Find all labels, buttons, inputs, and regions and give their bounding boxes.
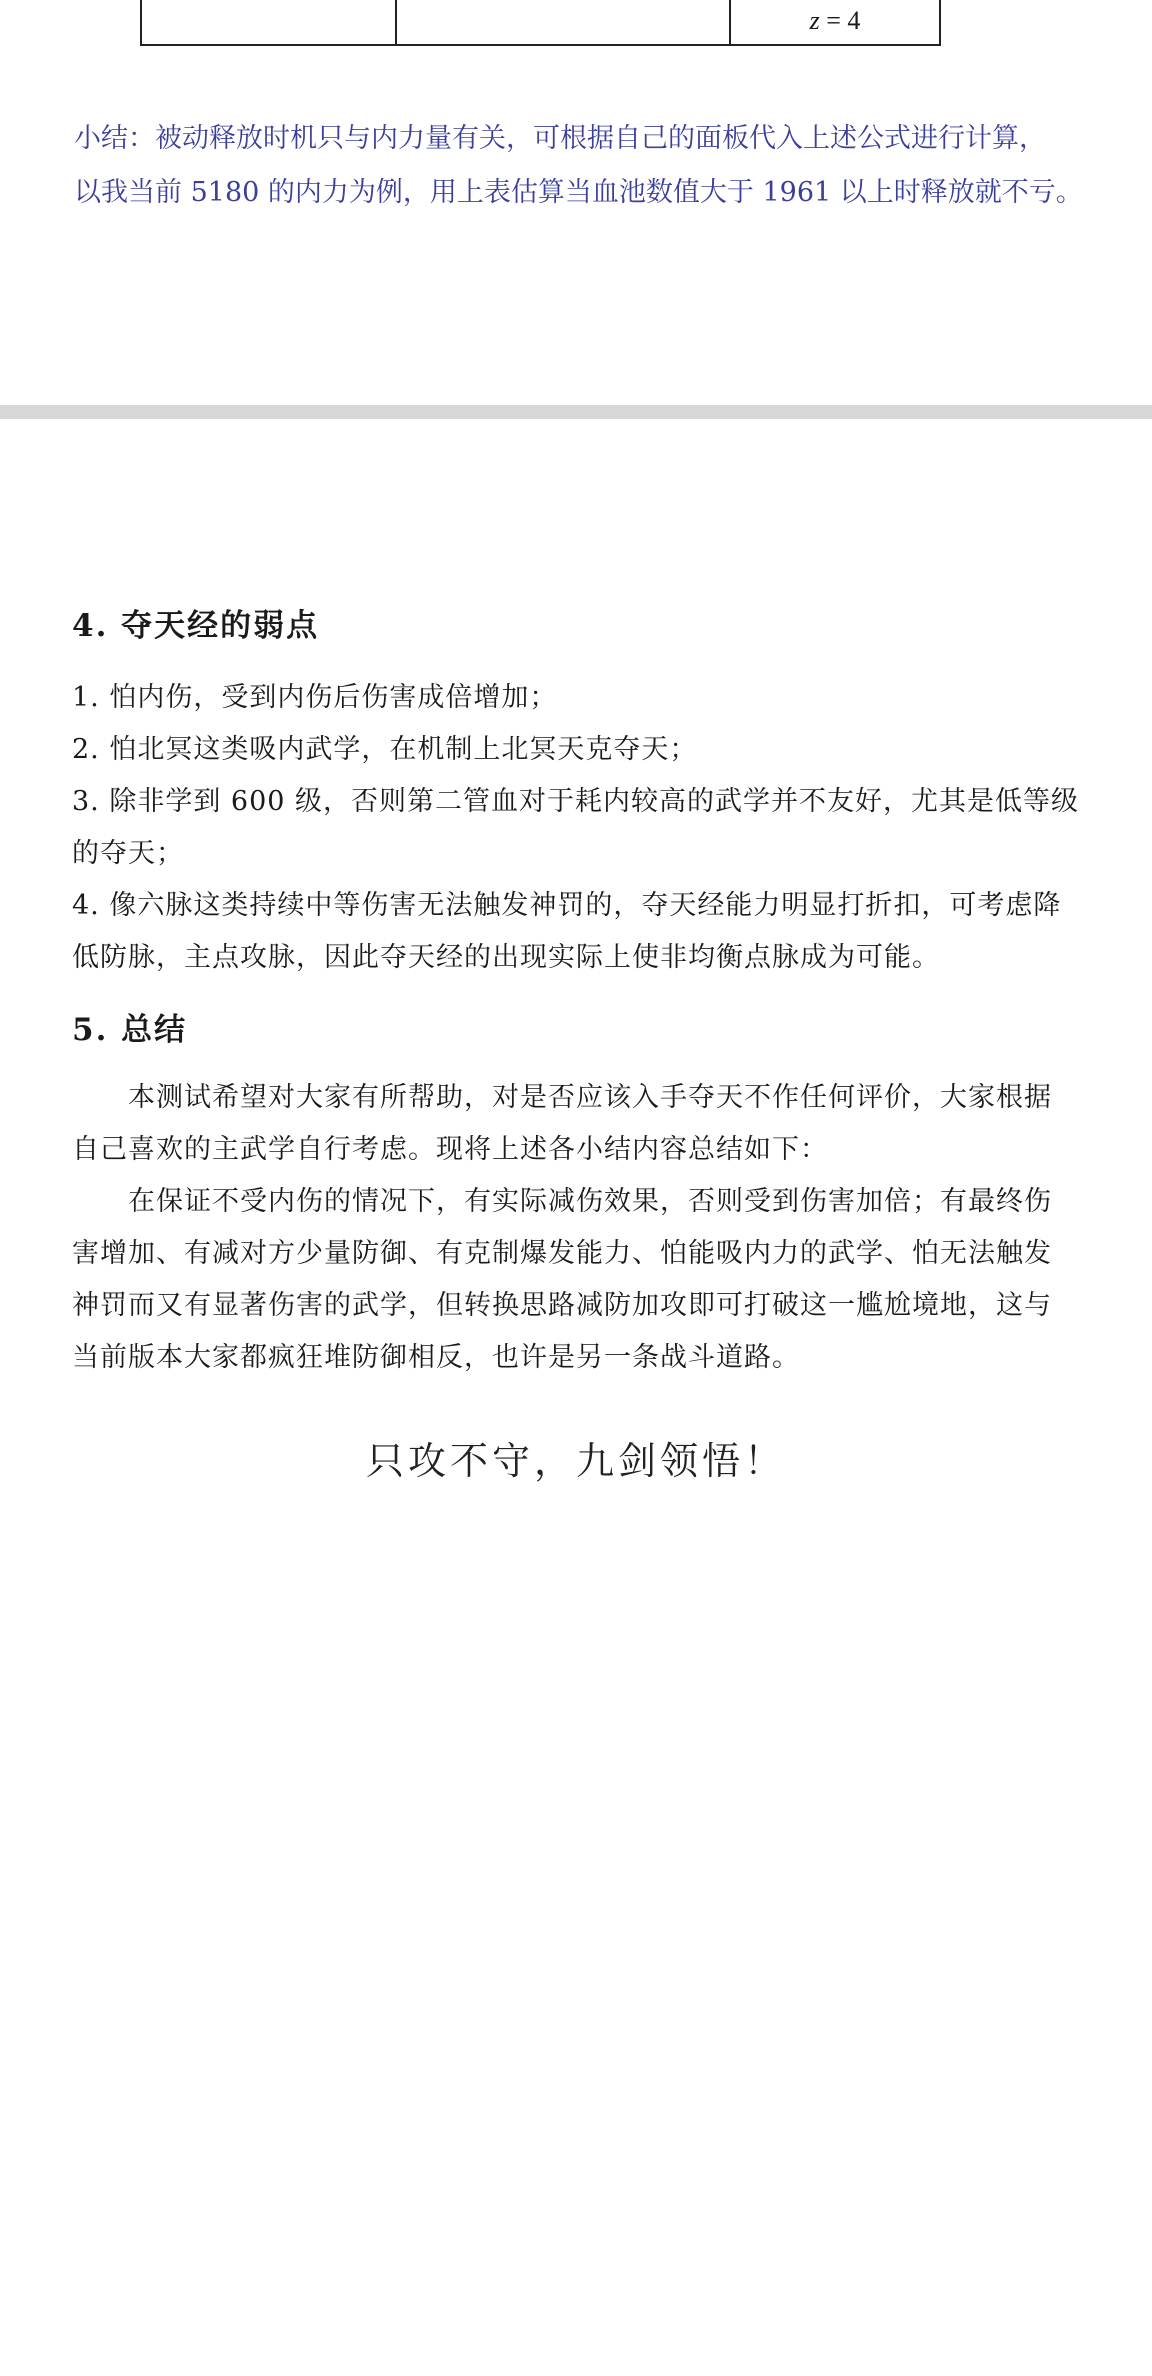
closing-slogan: 只攻不守，九剑领悟！: [365, 1439, 786, 1483]
list-item: 1. 怕内伤，受到内伤后伤害成倍增加；: [72, 682, 558, 713]
table-column-divider: [395, 0, 397, 44]
note-line: 小结：被动释放时机只与内力量有关，可根据自己的面板代入上述公式进行计算，: [74, 123, 1046, 154]
table-fragment: [140, 0, 941, 46]
formula-variable: z: [809, 6, 820, 35]
summary-note: [74, 112, 1084, 220]
note-line: 以我当前 5180 的内力为例，用上表估算当血池数值大于 1961 以上时释放就不亏。: [74, 177, 1083, 208]
page-separator: [0, 405, 1152, 419]
paragraph-line: 害增加、有减对方少量防御、有克制爆发能力、怕能吸内力的武学、怕无法触发: [72, 1238, 1052, 1269]
formula-value: = 4: [819, 6, 861, 35]
section-5: [72, 1004, 1082, 1049]
paragraph-line: 本测试希望对大家有所帮助，对是否应该入手夺天不作任何评价，大家根据: [128, 1082, 1052, 1113]
list-item: 2. 怕北冥这类吸内武学，在机制上北冥天克夺天；: [72, 734, 698, 765]
section-4: [72, 600, 1082, 645]
table-cell-formula: [731, 6, 939, 36]
section-4-heading: 4. 夺天经的弱点: [72, 608, 320, 644]
list-item-continuation: 低防脉，主点攻脉，因此夺天经的出现实际上使非均衡点脉成为可能。: [72, 942, 940, 973]
section-5-heading: 5. 总结: [72, 1012, 188, 1048]
list-item: 4. 像六脉这类持续中等伤害无法触发神罚的，夺天经能力明显打折扣，可考虑降: [72, 890, 1062, 921]
paragraph-line: 自己喜欢的主武学自行考虑。现将上述各小结内容总结如下：: [72, 1134, 828, 1165]
paragraph-line: 当前版本大家都疯狂堆防御相反，也许是另一条战斗道路。: [72, 1342, 800, 1373]
section-5-body: [72, 1072, 1082, 1384]
section-4-list: [72, 672, 1082, 984]
paragraph-line: 神罚而又有显著伤害的武学，但转换思路减防加攻即可打破这一尴尬境地，这与: [72, 1290, 1052, 1321]
paragraph-line: 在保证不受内伤的情况下，有实际减伤效果，否则受到伤害加倍；有最终伤: [128, 1186, 1052, 1217]
list-item: 3. 除非学到 600 级，否则第二管血对于耗内较高的武学并不友好，尤其是低等级: [72, 786, 1080, 817]
list-item-continuation: 的夺天；: [72, 838, 184, 869]
